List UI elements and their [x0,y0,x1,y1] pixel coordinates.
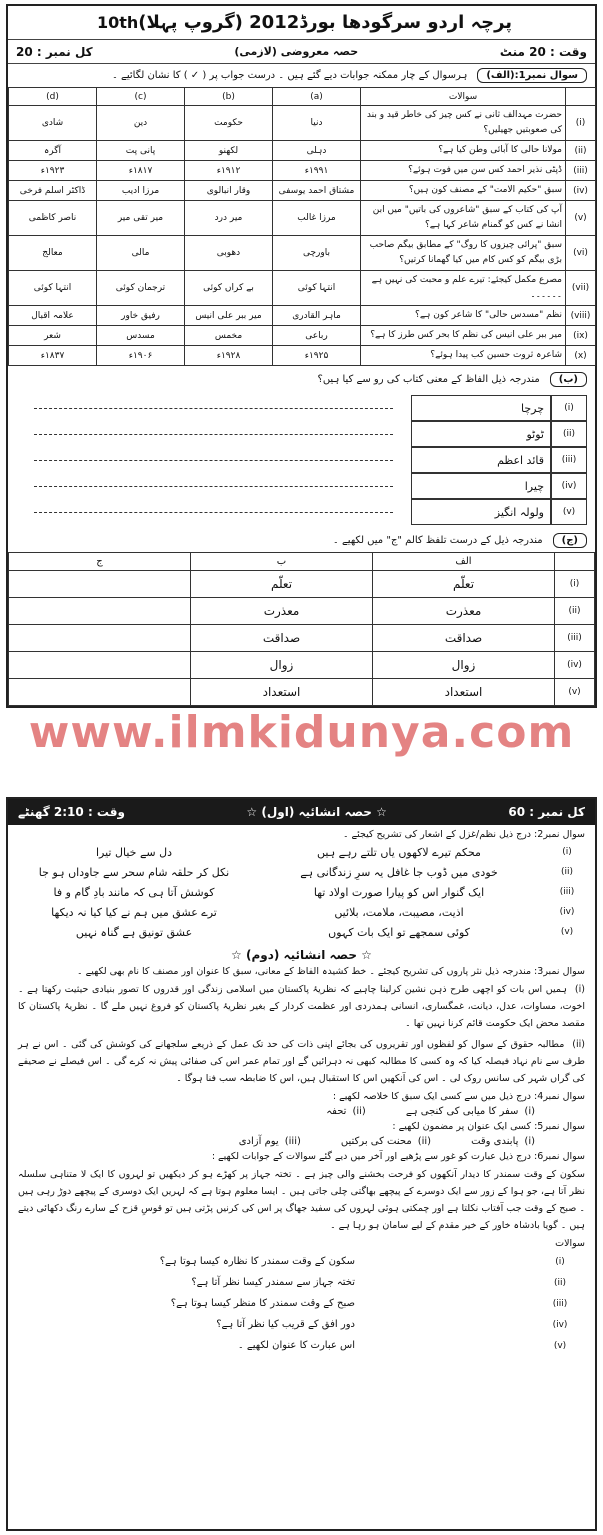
q3-passage-i: (i)ہمیں اس بات کو اچھی طرح ذہن نشین کرلینا چاہیے کہ نظریۂ پاکستان میں اسلامی زندگی اور قدروں کا تصور بنیادی حیثیت رکھتا ہے ۔ اخوت، مساوات، عدل، دیانت، غمگساری، انسانی ہمدردی اور عظمت کردار کے بغیر نظریۂ پاکستان کو فروغ نہیں ملے گا ۔ نظریۂ پاکستان کا مقصد محض ایک حکومت قائم کرنا نہیں تھا ۔ [18,984,585,1029]
mcq-num: (vi) [566,236,596,271]
mcq-option-a: دنیا [273,106,361,141]
mcq-option-b: ۱۹۲۸ء [185,346,273,366]
question-num: (v) [553,1340,567,1351]
part-b-instruction: مندرجہ ذیل الفاظ کے معنی کتاب کی رو سے کیا ہیں؟ [317,374,540,385]
mcq-header-num [566,88,596,106]
q3-passage-ii-text: مطالبہ حقوق کے سوال کو لفظوں اور تقریروں کی بجائے اپنی ذات کی حد تک عمل کے ذریعے سلجھانے کی کوشش کی گئی ۔ اس نے ہر طرف سے نام نہاد فیصلہ کیا کہ وہ کسی کا مطالبہ کبھی نہ دہرائیں گے اور تمام عمر اس کی صفائی پیش نہ کرے گی ۔ اس فیصلے نے صحیفے کی گراں شہر کی سانس روک لی ۔ اس کی آنکھیں اس کا استقبال ہیں، اس کا ضابطہ سب فنا ہوگا ۔ [18,1039,585,1084]
marks-label: کل نمبر : 20 [16,44,93,59]
mcq-option-d: شعر [9,326,97,346]
couplet-row [18,902,585,922]
answer-line [34,434,393,435]
pron-row [9,652,595,679]
mcq-option-d: ۱۸۳۷ء [9,346,97,366]
topic-num: (i) [524,1136,535,1147]
mcq-question: مصرع مکمل کیجئے: تیرے علم و محبت کی نہیں ہے ۔۔۔۔۔۔ [361,271,566,306]
poetry-list [8,842,595,942]
mcq-row [9,161,596,181]
pron-row [9,598,595,625]
mcq-row [9,326,596,346]
comprehension-question [8,1251,595,1272]
topic-num: (iii) [284,1136,301,1147]
q3-passage-i-text: ہمیں اس بات کو اچھی طرح ذہن نشین کرلینا چاہیے کہ نظریۂ پاکستان میں اسلامی زندگی اور قدروں کا تصور بنیادی حیثیت رکھتا ہے ۔ اخوت، مساوات، عدل، دیانت، غمگساری، انسانی ہمدردی اور عظمت کردار کے بغیر نظریۂ پاکستان کو فروغ نہیں ملے گا ۔ نظریۂ پاکستان کا مقصد محض ایک حکومت قائم کرنا نہیں تھا ۔ [18,984,585,1029]
couplet-row [18,842,585,862]
part-c-instruction: مندرجہ ذیل کے درست تلفظ کالم "ج" میں لکھیے ۔ [332,535,543,546]
mcq-row [9,236,596,271]
mcq-question: حضرت مہدالف ثانی نے کس چیز کی خاطر قید و بند کی صعوبتیں جھیلیں؟ [361,106,566,141]
couplet-line-first: اذیت، مصیبت، ملامت، بلائیں [334,905,464,919]
pron-jeem-blank [9,571,191,598]
pron-bay: استعداد [191,679,373,706]
mcq-option-b: میر ببر علی انیس [185,306,273,326]
topic-num: (ii) [417,1136,432,1147]
mcq-question: سبق "پرائی چیزوں کا روگ" کے مطابق بیگم صاحب بڑی بیگم کو کس کام میں کیا گھمانا کرتیں؟ [361,236,566,271]
subjective-paper [6,797,597,1531]
mcq-question: نظم "مسدس حالی" کا شاعر کون ہے؟ [361,306,566,326]
answer-line [34,486,393,487]
pron-alif: زوال [373,652,555,679]
question-text: سکون کے وقت سمندر کا نظارہ کیسا ہوتا ہے؟ [159,1256,355,1267]
mcq-option-c: رفیق خاور [97,306,185,326]
mcq-option-d: انتہا کوئی [9,271,97,306]
mcq-header-d: (d) [9,88,97,106]
topic-option [406,1106,535,1117]
q3-passage-ii: (ii)مطالبہ حقوق کے سوال کو لفظوں اور تقریروں کی بجائے اپنی ذات کی حد تک عمل کے ذریعے سلجھانے کی کوشش کی گئی ۔ اس نے ہر طرف سے نام نہاد فیصلہ کیا کہ وہ کسی کا مطالبہ کبھی نہ دہرائیں گے اور تمام عمر اس کی صفائی پیش نہ کرے گی ۔ اس فیصلے نے صحیفے کی گراں شہر کی سانس روک لی ۔ اس کی آنکھیں اس کا استقبال ہیں، اس کا ضابطہ سب فنا ہوگا ۔ [18,1039,585,1084]
mcq-row [9,346,596,366]
pron-num: (v) [555,679,595,706]
mcq-option-d: ڈاکٹر اسلم فرخی [9,181,97,201]
meaning-num: (iv) [551,473,587,499]
mcq-row [9,106,596,141]
q3-instruction: سوال نمبر3: مندرجہ ذیل نثر پاروں کی تشریح کیجئے ۔ خط کشیدہ الفاظ کے معانی، سبق کا عنوان اور مصنف کا نام بھی لکھیے ۔ [77,966,585,977]
pron-alif: معذرت [373,598,555,625]
mcq-option-a: مشتاق احمد یوسفی [273,181,361,201]
mcq-option-b: مخمس [185,326,273,346]
section-label: حصہ معروضی (لازمی) [234,45,359,58]
paper-title-bar [8,6,595,40]
mcq-option-d: علامہ اقبال [9,306,97,326]
mcq-header-c: (c) [97,88,185,106]
answer-line [34,408,393,409]
pron-alif: تعلّم [373,571,555,598]
mcq-question: آپ کی کتاب کے سبق "شاعروں کی باتیں" میں ابن انشا نے کس کو گمنام شاعر کہا ہے؟ [361,201,566,236]
mcq-num: (ix) [566,326,596,346]
q6-questions-heading: سوالات [555,1238,585,1249]
couplet-line-second: نکل کر حلقہ شام سحر سے جاوداں ہو جا [38,865,230,879]
mcq-option-d: شادی [9,106,97,141]
mcq-option-c: پانی پت [97,141,185,161]
site-watermark: www.ilmkidunya.com [28,707,575,758]
mcq-question: مولانا حالی کا آبائی وطن کیا ہے؟ [361,141,566,161]
part-a-instruction: ہرسوال کے چار ممکنہ جوابات دیے گئے ہیں ۔ درست جواب پر ( ✓ ) کا نشان لگائیے ۔ [111,70,468,81]
mcq-option-a: باورچی [273,236,361,271]
pron-alif: صداقت [373,625,555,652]
meaning-row [16,499,587,525]
pron-bay: صداقت [191,625,373,652]
topic-num: (ii) [352,1106,366,1117]
meta-row [8,40,595,64]
part-c-heading [8,529,595,552]
meaning-row [16,473,587,499]
grade-label: 10th [96,13,139,32]
mcq-option-c: میر تقی میر [97,201,185,236]
q6-questions [8,1251,595,1356]
q5-options [8,1134,595,1149]
pron-bay: معذرت [191,598,373,625]
couplet-line-second: ترے عشق میں ہم نے کیا کیا نہ دیکھا [51,905,217,919]
couplet-line-first: کوئی سمجھے تو ایک بات کہوں [328,925,470,939]
mcq-question: ڈپٹی نذیر احمد کس سن میں فوت ہوئے؟ [361,161,566,181]
meaning-word: قائد اعظم [411,447,551,473]
mcq-option-c: مسدس [97,326,185,346]
topic-text: محنت کی برکتیں [340,1136,412,1147]
meaning-num: (i) [551,395,587,421]
mcq-num: (viii) [566,306,596,326]
mcq-option-a: انتہا کوئی [273,271,361,306]
pron-row [9,679,595,706]
mcq-row [9,271,596,306]
topic-option [341,1136,431,1147]
mcq-option-a: ۱۹۹۱ء [273,161,361,181]
mcq-num: (iii) [566,161,596,181]
couplet-num: (v) [560,927,574,937]
mcq-header-question: سوالات [361,88,566,106]
mcq-option-c: ۱۹۰۶ء [97,346,185,366]
meaning-word: ٹوٹو [411,421,551,447]
q2-instruction: سوال نمبر2: درج ذیل نظم/غزل کے اشعار کی تشریح کیجئے ۔ [342,829,585,840]
pron-alif: استعداد [373,679,555,706]
meaning-row [16,395,587,421]
topic-text: یوم آزادی [238,1136,279,1147]
mcq-option-a: ماہر القادری [273,306,361,326]
q4-instruction: سوال نمبر4: درج ذیل میں سے کسی ایک سبق کا خلاصہ لکھیے : [332,1091,585,1102]
part-c-label: (ج) [553,533,587,548]
part-b-list [8,391,595,529]
pron-jeem-blank [9,598,191,625]
pron-bay: تعلّم [191,571,373,598]
couplet-line-second: دل سے خیال تیرا [95,845,172,859]
paper-title: پرچہ اردو سرگودھا بورڈ2012 (گروپ پہلا) [138,12,513,33]
mcq-row [9,306,596,326]
meaning-word: چیرا [411,473,551,499]
pron-row [9,625,595,652]
topic-option [326,1106,366,1117]
couplet-num: (i) [562,847,572,857]
meaning-row [16,421,587,447]
section-two-title: ☆ حصہ انشائیہ (دوم) ☆ [231,948,372,962]
question-text: دور افق کے قریب کیا نظر آتا ہے؟ [216,1319,355,1330]
mcq-row [9,201,596,236]
meaning-num: (ii) [551,421,587,447]
pronunciation-table [8,552,595,706]
mcq-header-a: (a) [273,88,361,106]
mcq-row [9,181,596,201]
meaning-num: (v) [551,499,587,525]
pron-jeem-blank [9,625,191,652]
answer-line [34,512,393,513]
comprehension-question [8,1314,595,1335]
couplet-row [18,862,585,882]
pron-header-row [9,553,595,571]
mcq-num: (v) [566,201,596,236]
mcq-option-a: رباعی [273,326,361,346]
couplet-num: (iii) [559,887,575,897]
mcq-num: (x) [566,346,596,366]
mcq-option-a: ۱۹۲۵ء [273,346,361,366]
pron-jeem-blank [9,679,191,706]
topic-text: پابندی وقت [471,1136,519,1147]
topic-text: سفر کا میابی کی کنجی ہے [405,1106,519,1117]
subjective-time: وقت : 2:10 گھنٹے [18,805,125,819]
meaning-row [16,447,587,473]
mcq-header-b: (b) [185,88,273,106]
couplet-num: (iv) [559,907,575,917]
meaning-num: (iii) [551,447,587,473]
mcq-option-b: دھوبی [185,236,273,271]
pron-num: (i) [555,571,595,598]
subjective-header-bar [8,799,595,825]
pron-row [9,571,595,598]
comprehension-question [8,1335,595,1356]
mcq-option-b: وقار انبالوی [185,181,273,201]
mcq-option-a: مرزا غالب [273,201,361,236]
part-b-label: (ب) [550,372,587,387]
pron-jeem-blank [9,652,191,679]
mcq-option-d: ناصر کاظمی [9,201,97,236]
mcq-option-b: ۱۹۱۲ء [185,161,273,181]
topic-option [239,1136,301,1147]
topic-text: تحفہ [326,1106,347,1117]
pron-header-alif: الف [373,553,555,571]
mcq-option-b: حکومت [185,106,273,141]
answer-line [34,460,393,461]
topic-num: (i) [524,1106,535,1117]
couplet-line-second: کوشش آتا ہی کہ مانند بادِ گام و فا [53,885,215,899]
couplet-line-first: خودی میں ڈوب جا غافل یہ سرِ زندگانی ہے [300,865,498,879]
objective-paper [6,4,597,708]
comprehension-question [8,1293,595,1314]
pron-num: (ii) [555,598,595,625]
mcq-table [8,87,596,366]
part-b-heading [8,366,595,391]
comprehension-question [8,1272,595,1293]
couplet-line-first: ایک گنوار اس کو پیارا صورت اولاد تھا [313,885,485,899]
mcq-row [9,141,596,161]
couplet-row [18,922,585,942]
pron-header-bay: ب [191,553,373,571]
mcq-question: سبق "حکیم الامت" کے مصنف کون ہیں؟ [361,181,566,201]
mcq-option-b: لکھنو [185,141,273,161]
question-text: صبح کے وقت سمندر کا منظر کیسا ہوتا ہے؟ [170,1298,355,1309]
pron-num: (iv) [555,652,595,679]
mcq-header-row [9,88,596,106]
mcq-option-c: مرزا ادیب [97,181,185,201]
mcq-num: (iv) [566,181,596,201]
mcq-option-b: بے کراں کوئی [185,271,273,306]
meaning-word: چرچا [411,395,551,421]
subjective-marks: کل نمبر : 60 [508,805,585,819]
q5-instruction: سوال نمبر5: کسی ایک عنوان پر مضمون لکھیے : [392,1121,585,1132]
question-text: تختہ جہاز سے سمندر کیسا نظر آتا ہے؟ [191,1277,355,1288]
question-num: (i) [555,1256,565,1267]
mcq-num: (vii) [566,271,596,306]
pron-bay: زوال [191,652,373,679]
couplet-row [18,882,585,902]
mcq-option-d: معالج [9,236,97,271]
mcq-question: میر ببر علی انیس کی نظم کا بحر کس طرز کا ہے؟ [361,326,566,346]
pron-num: (iii) [555,625,595,652]
q4-options [8,1104,595,1119]
part-a-label: سوال نمبر1:(الف) [477,68,587,83]
pron-header-jeem: ج [9,553,191,571]
couplet-line-second: عشق تونیق ہے گناہ نہیں [75,925,193,939]
subjective-section-title: ☆ حصہ انشائیہ (اول) ☆ [246,805,387,819]
mcq-option-d: ۱۹۲۳ء [9,161,97,181]
mcq-num: (ii) [566,141,596,161]
time-label: وقت : 20 منٹ [499,44,587,59]
mcq-option-c: مالی [97,236,185,271]
mcq-option-d: آگرہ [9,141,97,161]
mcq-option-c: ترجمان کوئی [97,271,185,306]
part-a-heading [8,64,595,87]
meaning-word: ولولہ انگیز [411,499,551,525]
mcq-num: (i) [566,106,596,141]
mcq-question: شاعرہ ثروت حسین کب پیدا ہوئے؟ [361,346,566,366]
pron-header-num [555,553,595,571]
q6-passage: سکون کے وقت سمندر کا دیدار آنکھوں کو فرحت بخشنے والی چیز ہے ۔ تختہ جہاز پر کھڑے ہو کر دیکھیں تو لہروں کا ایک لا متناہی سلسلہ نظر آتا ہے، جو ہوا کے زور سے ایک دوسرے کے پیچھے بھاگتی چلی جاتی ہیں ۔ ایسا معلوم ہوتا ہے کہ لہریں ایک دوسری کے پیچھے دوڑ رہی ہیں ۔ صبح کے وقت جب آفتاب نکلتا ہے اور چمکتی ہوئی لہروں کی سفید جھاگ پر اس کی کرنیں پڑتی ہیں تو قوسِ قزح کے سارے رنگ دکھائی دیتے ہیں ۔ گویا بادشاہ خاور کے خیر مقدم کے لیے سامان ہو رہا ہے ۔ [18,1169,585,1231]
q6-instruction: سوال نمبر6: درج ذیل عبارت کو غور سے پڑھیے اور آخر میں دیے گئے سوالات کے جوابات لکھیے : [211,1151,585,1162]
topic-option [471,1136,535,1147]
question-num: (ii) [553,1277,567,1288]
couplet-num: (ii) [560,867,574,877]
mcq-option-c: دین [97,106,185,141]
mcq-option-a: دہلی [273,141,361,161]
mcq-option-b: میر درد [185,201,273,236]
couplet-line-first: محکم تیرے لاکھوں یاں تلتے رہے ہیں [317,845,481,859]
question-text: اس عبارت کا عنوان لکھیے ۔ [237,1340,355,1351]
mcq-option-c: ۱۸۱۷ء [97,161,185,181]
question-num: (iii) [552,1298,568,1309]
question-num: (iv) [552,1319,568,1330]
